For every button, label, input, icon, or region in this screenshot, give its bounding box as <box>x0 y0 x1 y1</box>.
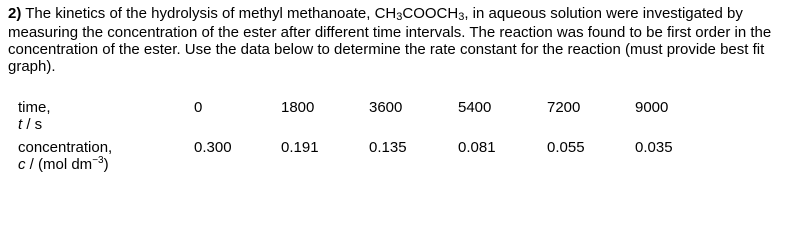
concentration-cell: 0.055 <box>547 139 585 156</box>
time-row-label <box>18 99 51 133</box>
question-text <box>8 5 794 75</box>
question-text-mid: COOCH <box>402 5 459 22</box>
question-text-part2: , in aqueous solution were investigated by measuring the concentration of the ester after different time intervals. The reaction was found to be first order in the concentration of the ester. Use the data below to determine the rate constant for the reaction (must provide best fit graph). <box>8 5 772 75</box>
concentration-label-line2 <box>18 156 112 175</box>
question-text-part1: The kinetics of the hydrolysis of methyl methanoate, CH <box>21 5 397 22</box>
time-cell: 7200 <box>547 99 581 116</box>
concentration-unit-close: ) <box>103 156 109 173</box>
time-cell: 5400 <box>458 99 492 116</box>
time-cell: 1800 <box>281 99 315 116</box>
concentration-cell: 0.135 <box>369 139 407 156</box>
time-cell: 9000 <box>635 99 669 116</box>
concentration-cell: 0.300 <box>194 139 232 156</box>
concentration-variable: c <box>18 156 26 173</box>
time-variable: t <box>18 116 23 133</box>
time-cell: 0 <box>194 99 203 116</box>
concentration-row-label <box>18 139 112 175</box>
concentration-label-line1: concentration, <box>18 139 113 156</box>
time-label-line2 <box>18 116 51 133</box>
time-unit: / s <box>22 116 43 133</box>
time-cell: 3600 <box>369 99 403 116</box>
concentration-unit: / (mol dm <box>25 156 93 173</box>
concentration-unit-exponent: −3 <box>92 155 104 166</box>
formula-subscript-2: 3 <box>458 11 465 23</box>
concentration-cell: 0.081 <box>458 139 496 156</box>
question-number: 2) <box>8 5 22 22</box>
time-label-line1: time, <box>18 99 51 116</box>
concentration-cell: 0.191 <box>281 139 319 156</box>
formula-subscript-1: 3 <box>396 11 403 23</box>
data-table <box>18 99 794 179</box>
concentration-cell: 0.035 <box>635 139 673 156</box>
